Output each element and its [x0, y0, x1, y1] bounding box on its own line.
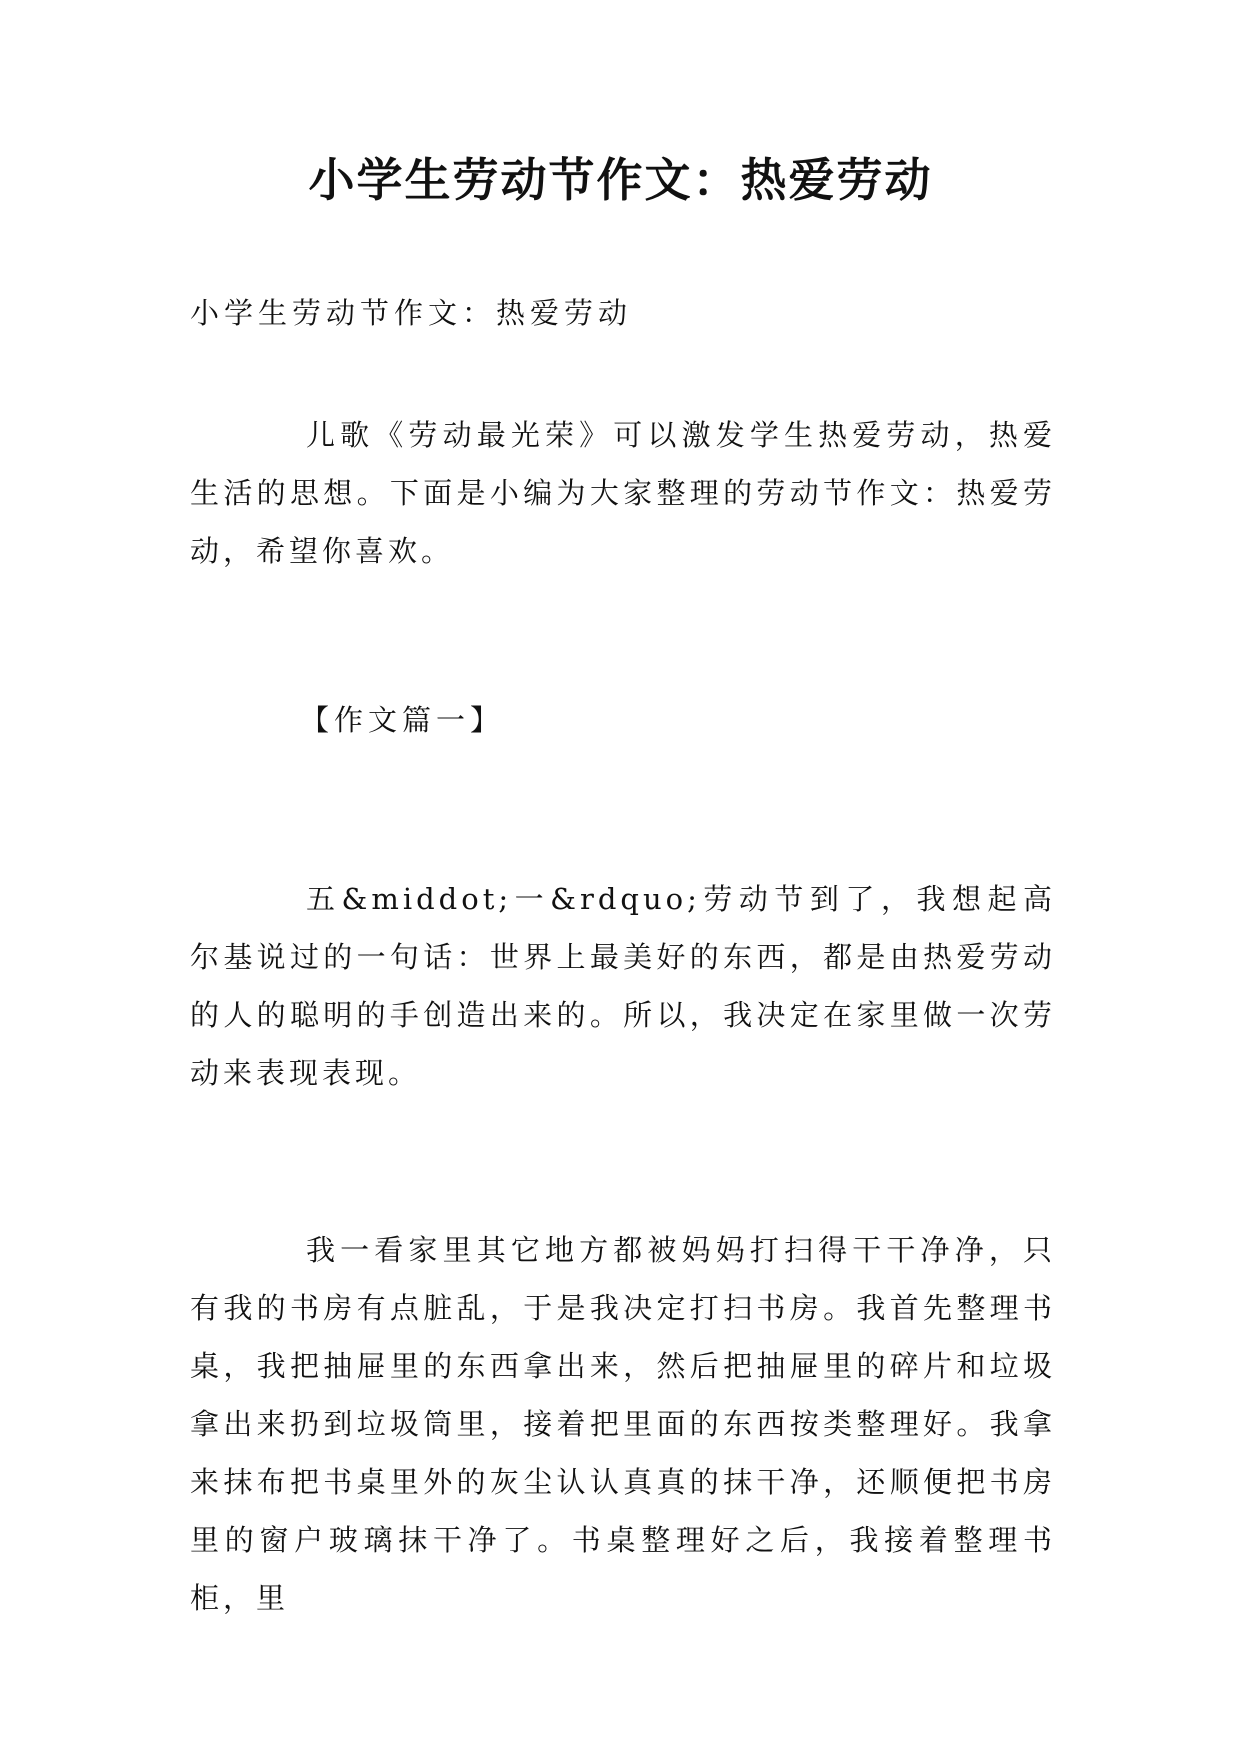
section-heading: 【作文篇一】 [300, 703, 505, 737]
document-title: 小学生劳动节作文：热爱劳动 [308, 153, 933, 207]
body-paragraph: 我一看家里其它地方都被妈妈打扫得干干净净，只有我的书房有点脏乱，于是我决定打扫书房。我首先整理书桌，我把抽屉里的东西拿出来，然后把抽屉里的碎片和垃圾拿出来扔到垃圾筒里，接着把里面的东西按类整理好。我拿来抹布把书桌里外的灰尘认认真真的抹干净，还顺便把书房里的窗户玻璃抹干净了。书桌整理好之后，我接着整理书柜，里 [190, 1233, 1056, 1615]
intro-paragraph: 儿歌《劳动最光荣》可以激发学生热爱劳动，热爱生活的思想。下面是小编为大家整理的劳动节作文：热爱劳动，希望你喜欢。 [190, 418, 1056, 568]
document-subtitle: 小学生劳动节作文：热爱劳动 [190, 296, 633, 330]
body-paragraph: 五&middot;一&rdquo;劳动节到了，我想起高尔基说过的一句话：世界上最美好的东西，都是由热爱劳动的人的聪明的手创造出来的。所以，我决定在家里做一次劳动来表现表现。 [190, 882, 1056, 1090]
